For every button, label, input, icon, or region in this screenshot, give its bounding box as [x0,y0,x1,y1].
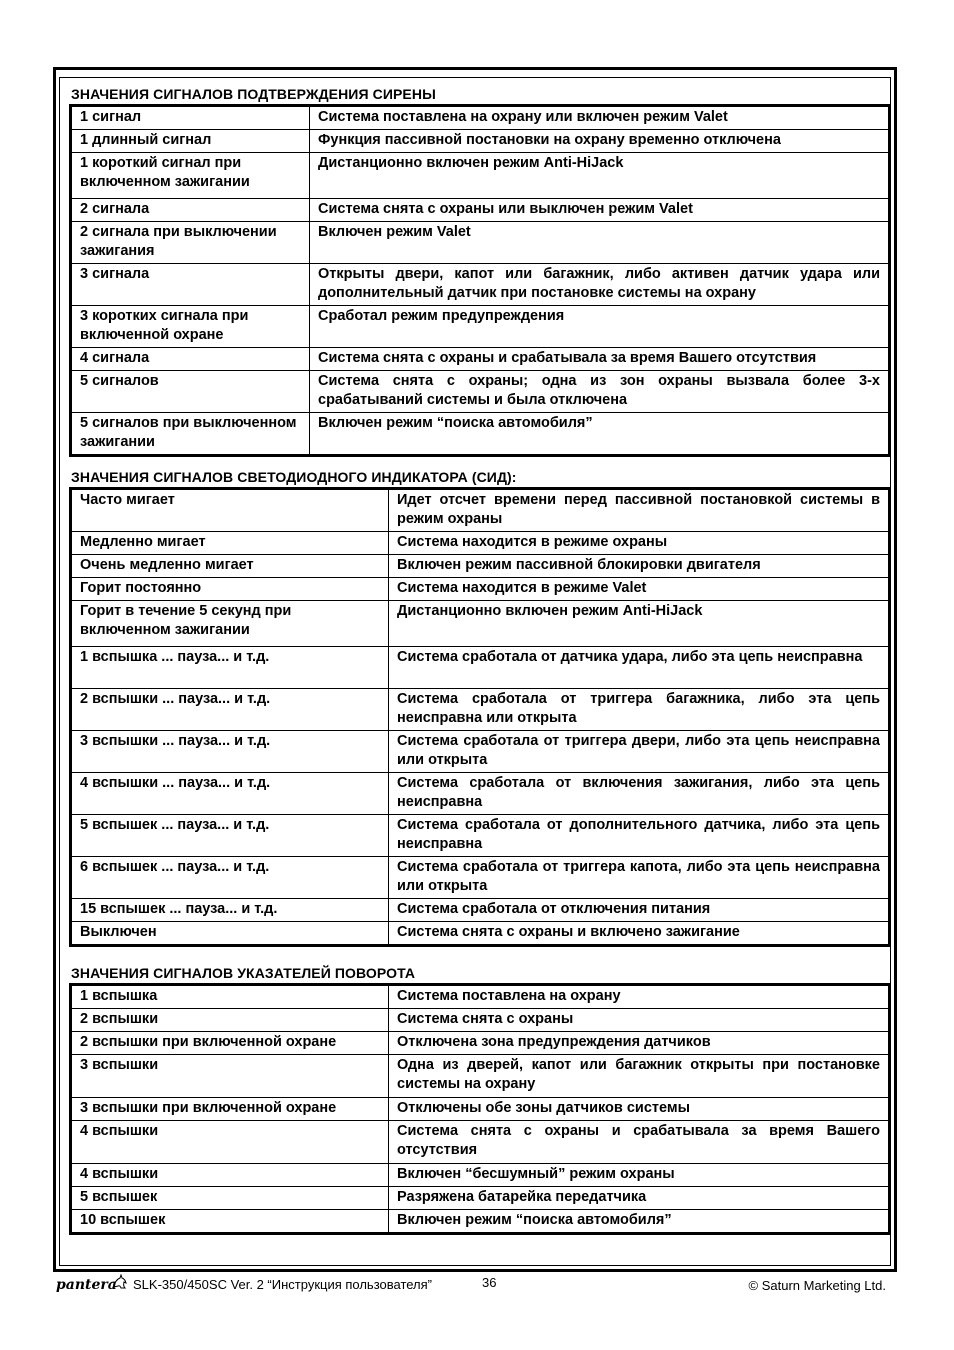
signal-cell: 2 вспышки [71,1009,389,1032]
signal-cell: 1 сигнал [71,106,310,130]
table-row [71,264,890,306]
table-row [71,1164,890,1187]
signal-cell: 3 вспышки при включенной охране [71,1098,389,1121]
table-row [71,1098,890,1121]
table-row [71,815,890,857]
table-row [71,306,890,348]
meaning-cell: Открыты двери, капот или багажник, либо активен датчик удара или дополнительный датчик при постановке системы на охрану [310,264,890,306]
table-row [71,199,890,222]
meaning-cell: Система снята с охраны или выключен режим Valet [310,199,890,222]
table-row [71,689,890,731]
table-row [71,532,890,555]
signal-cell: 5 вспышек [71,1187,389,1210]
meaning-cell: Система находится в режиме Valet [389,578,890,601]
signal-cell: Часто мигает [71,489,389,532]
signal-cell: 1 короткий сигнал при включенном зажигании [71,153,310,199]
meaning-cell: Система снята с охраны и срабатывала за время Вашего отсутствия [310,348,890,371]
meaning-cell: Система поставлена на охрану или включен режим Valet [310,106,890,130]
signal-cell: 5 вспышек ... пауза... и т.д. [71,815,389,857]
meaning-cell: Отключена зона предупреждения датчиков [389,1032,890,1055]
table-row [71,555,890,578]
meaning-cell: Включен режим “поиска автомобиля” [389,1210,890,1234]
meaning-cell: Включен режим Valet [310,222,890,264]
signal-cell: 10 вспышек [71,1210,389,1234]
table-row [71,985,890,1009]
signal-cell: 2 сигнала при выключении зажигания [71,222,310,264]
turn-signal-section-title: ЗНАЧЕНИЯ СИГНАЛОВ УКАЗАТЕЛЕЙ ПОВОРОТА [71,965,416,981]
signal-cell: 5 сигналов [71,371,310,413]
meaning-cell: Дистанционно включен режим Anti-HiJack [310,153,890,199]
table-row [71,857,890,899]
meaning-cell: Включен “бесшумный” режим охраны [389,1164,890,1187]
meaning-cell: Система сработала от дополнительного датчика, либо эта цепь неисправна [389,815,890,857]
brand-logo: pantera [56,1277,117,1293]
meaning-cell: Идет отсчет времени перед пассивной постановкой системы в режим охраны [389,489,890,532]
signal-cell: Горит в течение 5 секунд при включенном зажигании [71,601,389,647]
siren-table [69,104,891,457]
table-row [71,489,890,532]
signal-cell: 1 длинный сигнал [71,130,310,153]
table-row [71,222,890,264]
signal-cell: 1 вспышка ... пауза... и т.д. [71,647,389,689]
footer-copyright: © Saturn Marketing Ltd. [748,1278,886,1293]
signal-cell: 15 вспышек ... пауза... и т.д. [71,899,389,922]
table-row [71,578,890,601]
signal-cell: Выключен [71,922,389,946]
signal-cell: 4 вспышки [71,1164,389,1187]
signal-cell: 5 сигналов при выключенном зажигании [71,413,310,456]
meaning-cell: Система находится в режиме охраны [389,532,890,555]
led-section-title: ЗНАЧЕНИЯ СИГНАЛОВ СВЕТОДИОДНОГО ИНДИКАТОРА (СИД): [71,469,517,485]
signal-cell: Очень медленно мигает [71,555,389,578]
signal-cell: 2 вспышки при включенной охране [71,1032,389,1055]
turn-signal-table [69,983,891,1235]
signal-cell: 1 вспышка [71,985,389,1009]
table-row [71,601,890,647]
table-row [71,348,890,371]
meaning-cell: Система сработала от триггера двери, либо эта цепь неисправна или открыта [389,731,890,773]
signal-cell: 3 сигнала [71,264,310,306]
table-row [71,1210,890,1234]
meaning-cell: Сработал режим предупреждения [310,306,890,348]
meaning-cell: Система сработала от триггера багажника, либо эта цепь неисправна или открыта [389,689,890,731]
table-row [71,647,890,689]
page-frame [53,67,897,1272]
signal-cell: 4 вспышки [71,1121,389,1164]
signal-cell: 6 вспышек ... пауза... и т.д. [71,857,389,899]
meaning-cell: Дистанционно включен режим Anti-HiJack [389,601,890,647]
footer-document-title: SLK-350/450SC Ver. 2 “Инструкция пользователя” [133,1277,433,1292]
meaning-cell: Система снята с охраны и включено зажигание [389,922,890,946]
signal-cell: Горит постоянно [71,578,389,601]
table-row [71,1009,890,1032]
meaning-cell: Система снята с охраны и срабатывала за время Вашего отсутствия [389,1121,890,1164]
signal-cell: 2 сигнала [71,199,310,222]
meaning-cell: Включен режим пассивной блокировки двигателя [389,555,890,578]
table-row [71,899,890,922]
meaning-cell: Включен режим “поиска автомобиля” [310,413,890,456]
meaning-cell: Система поставлена на охрану [389,985,890,1009]
table-row [71,371,890,413]
meaning-cell: Одна из дверей, капот или багажник открыты при постановке системы на охрану [389,1055,890,1098]
page-footer [56,1276,886,1300]
table-row [71,130,890,153]
table-row [71,1055,890,1098]
meaning-cell: Система сработала от датчика удара, либо эта цепь неисправна [389,647,890,689]
table-row [71,413,890,456]
table-row [71,731,890,773]
signal-cell: Медленно мигает [71,532,389,555]
page-inner-frame [59,77,891,1266]
table-row [71,1187,890,1210]
meaning-cell: Функция пассивной постановки на охрану временно отключена [310,130,890,153]
signal-cell: 3 коротких сигнала при включенной охране [71,306,310,348]
signal-cell: 4 вспышки ... пауза... и т.д. [71,773,389,815]
panther-logo-icon [112,1274,128,1290]
signal-cell: 4 сигнала [71,348,310,371]
table-row [71,1121,890,1164]
siren-section-title: ЗНАЧЕНИЯ СИГНАЛОВ ПОДТВЕРЖДЕНИЯ СИРЕНЫ [71,86,436,102]
meaning-cell: Отключены обе зоны датчиков системы [389,1098,890,1121]
meaning-cell: Система сработала от включения зажигания, либо эта цепь неисправна [389,773,890,815]
led-table [69,487,891,947]
signal-cell: 2 вспышки ... пауза... и т.д. [71,689,389,731]
signal-cell: 3 вспышки ... пауза... и т.д. [71,731,389,773]
table-row [71,106,890,130]
table-row [71,922,890,946]
meaning-cell: Система снята с охраны; одна из зон охраны вызвала более 3-х срабатываний системы и была отключена [310,371,890,413]
table-row [71,1032,890,1055]
meaning-cell: Система сработала от отключения питания [389,899,890,922]
meaning-cell: Разряжена батарейка передатчика [389,1187,890,1210]
table-row [71,773,890,815]
table-row [71,153,890,199]
page-number: 36 [482,1275,497,1290]
signal-cell: 3 вспышки [71,1055,389,1098]
meaning-cell: Система снята с охраны [389,1009,890,1032]
meaning-cell: Система сработала от триггера капота, либо эта цепь неисправна или открыта [389,857,890,899]
